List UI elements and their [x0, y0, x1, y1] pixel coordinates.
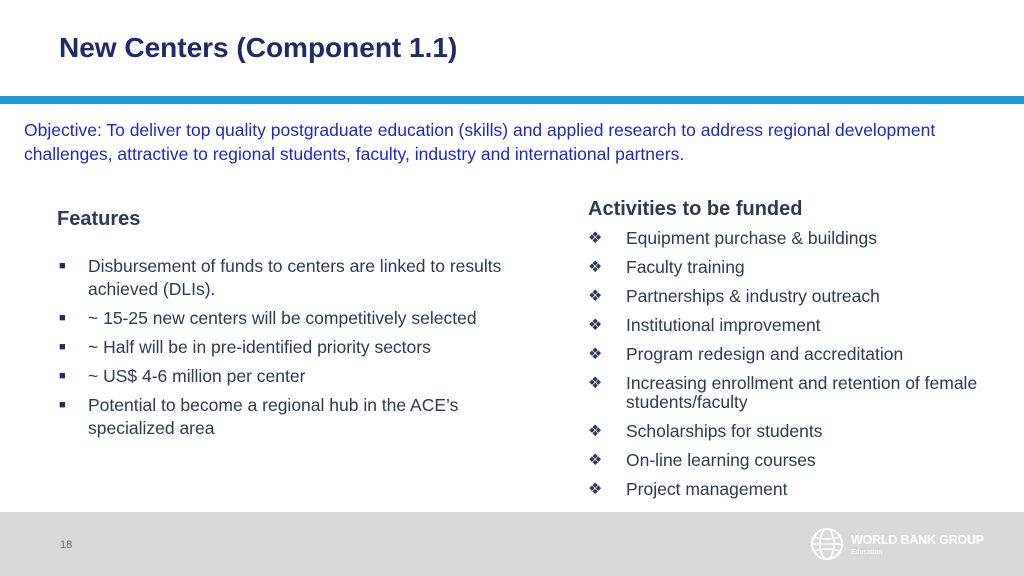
activity-text: Institutional improvement — [626, 315, 821, 335]
list-item — [588, 229, 1018, 248]
square-bullet-icon: ■ — [59, 399, 66, 411]
feature-text: ~ 15-25 new centers will be competitively selected — [88, 308, 477, 328]
diamond-bullet-icon: ❖ — [588, 317, 603, 334]
activity-text: Equipment purchase & buildings — [626, 228, 877, 248]
feature-text: ~ US$ 4-6 million per center — [88, 366, 306, 386]
list-item — [59, 365, 509, 388]
list-item — [588, 374, 1018, 412]
feature-text: ~ Half will be in pre-identified priority sectors — [88, 337, 431, 357]
list-item — [59, 307, 509, 330]
activity-text: Faculty training — [626, 257, 745, 277]
features-heading: Features — [57, 208, 141, 230]
list-item — [588, 422, 1018, 441]
features-list — [59, 255, 509, 446]
list-item — [588, 480, 1018, 499]
square-bullet-icon: ■ — [59, 312, 66, 324]
feature-text: Disbursement of funds to centers are linked to results achieved (DLIs). — [88, 256, 502, 299]
square-bullet-icon: ■ — [59, 370, 66, 382]
slide-title: New Centers (Component 1.1) — [59, 32, 458, 63]
diamond-bullet-icon: ❖ — [588, 481, 603, 498]
diamond-bullet-icon: ❖ — [588, 346, 603, 363]
activity-text: Program redesign and accreditation — [626, 344, 904, 364]
diamond-bullet-icon: ❖ — [588, 288, 603, 305]
objective-text: Objective: To deliver top quality postgraduate education (skills) and applied research to address regional development challenges, attractive to regional students, faculty, industry and international partners. — [24, 120, 936, 164]
activity-text: Scholarships for students — [626, 421, 823, 441]
feature-text: Potential to become a regional hub in the ACE’s specialized area — [88, 395, 459, 438]
list-item — [588, 258, 1018, 277]
globe-icon — [810, 527, 844, 561]
list-item — [588, 287, 1018, 306]
activities-list — [588, 229, 1018, 509]
square-bullet-icon: ■ — [59, 341, 66, 353]
square-bullet-icon: ■ — [59, 260, 66, 272]
list-item — [59, 255, 509, 301]
world-bank-group-logo — [810, 527, 1000, 563]
activity-text: On-line learning courses — [626, 450, 816, 470]
logo-subtitle: Education — [851, 549, 883, 556]
footer-bar — [0, 512, 1024, 576]
diamond-bullet-icon: ❖ — [588, 452, 603, 469]
list-item — [59, 394, 509, 440]
activities-heading: Activities to be funded — [588, 198, 803, 220]
diamond-bullet-icon: ❖ — [588, 375, 603, 392]
list-item — [588, 316, 1018, 335]
logo-name: WORLD BANK GROUP — [851, 533, 984, 547]
activity-text: Partnerships & industry outreach — [626, 286, 880, 306]
activity-text: Increasing enrollment and retention of female students/faculty — [626, 373, 978, 412]
diamond-bullet-icon: ❖ — [588, 230, 603, 247]
list-item — [59, 336, 509, 359]
diamond-bullet-icon: ❖ — [588, 259, 603, 276]
page-number: 18 — [60, 539, 73, 551]
list-item — [588, 345, 1018, 364]
header-accent-rule — [0, 96, 1024, 104]
activity-text: Project management — [626, 479, 788, 499]
list-item — [588, 451, 1018, 470]
diamond-bullet-icon: ❖ — [588, 423, 603, 440]
